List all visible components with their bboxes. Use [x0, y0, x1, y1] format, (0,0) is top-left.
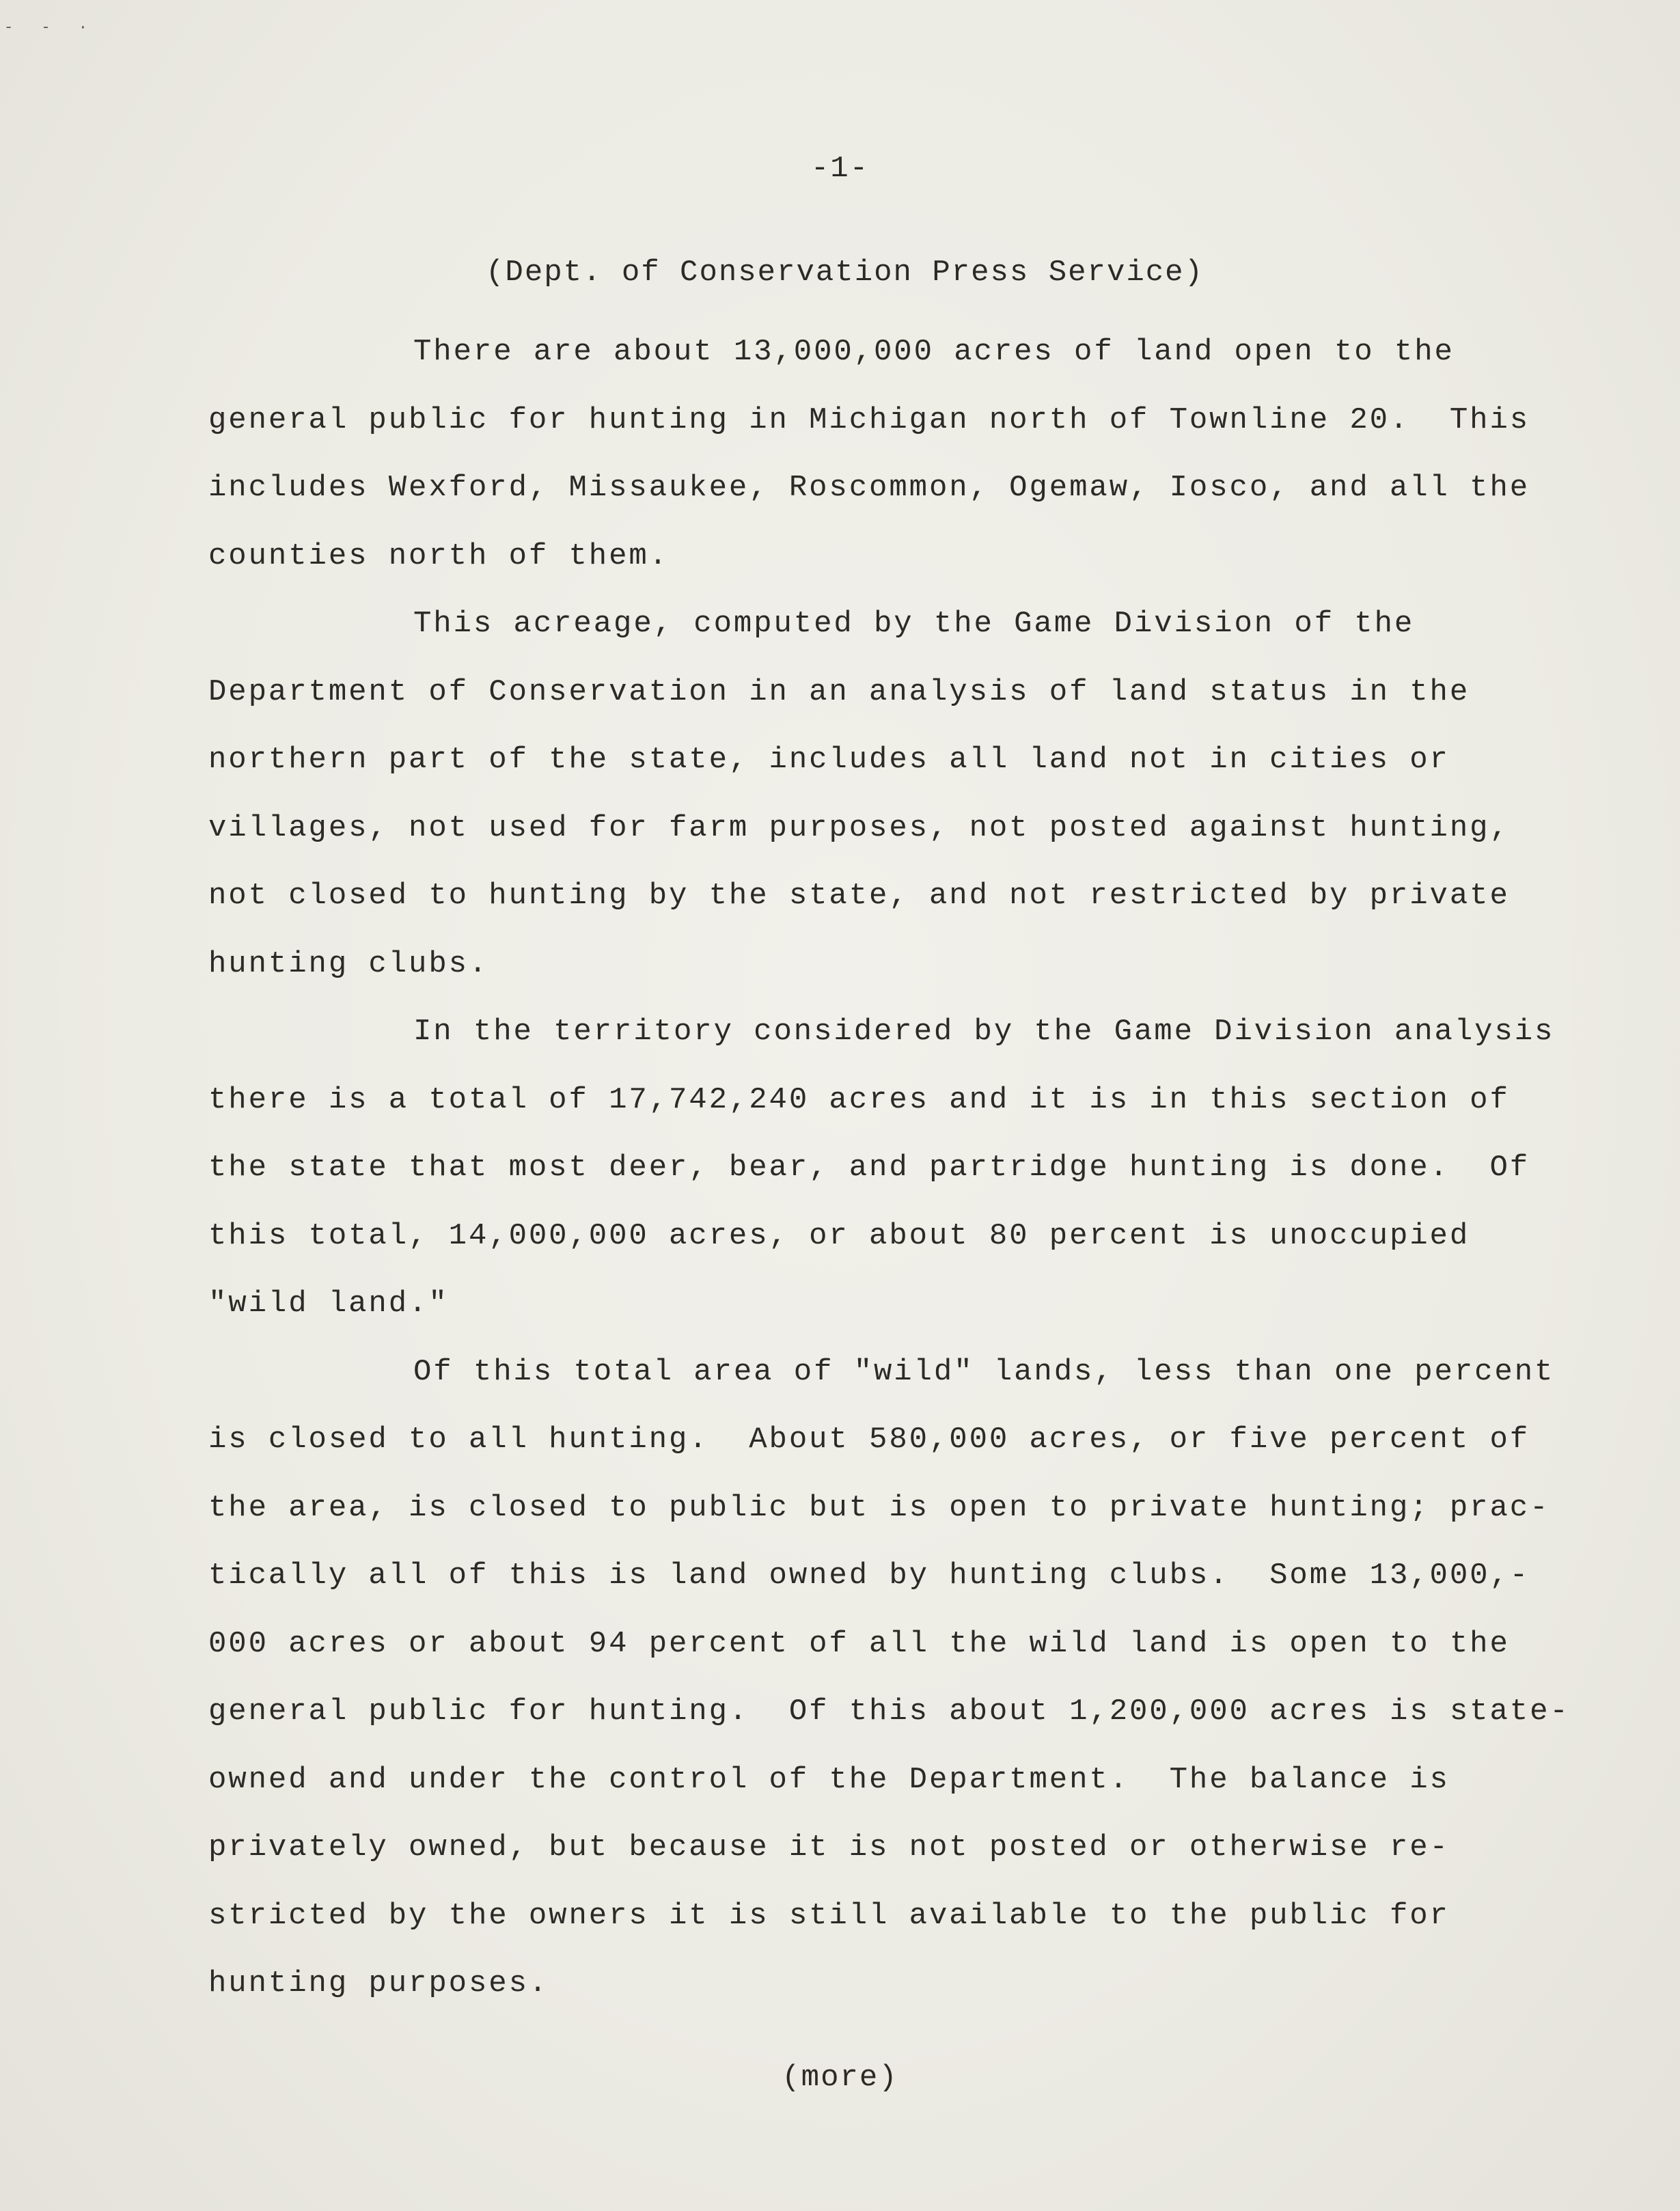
- text-line: villages, not used for farm purposes, not posted against hunting,: [208, 810, 1510, 845]
- edge-mark: - - ·: [4, 19, 98, 36]
- text-line: general public for hunting. Of this about 1,200,000 acres is state-: [208, 1694, 1570, 1729]
- text-line: 000 acres or about 94 percent of all the wild land is open to the: [208, 1626, 1510, 1661]
- text-line: stricted by the owners it is still available to the public for: [208, 1898, 1450, 1933]
- text-line: not closed to hunting by the state, and not restricted by private: [208, 879, 1510, 913]
- page-number: -1-: [810, 152, 870, 186]
- text-line: there is a total of 17,742,240 acres and it is in this section of: [208, 1082, 1510, 1117]
- text-line: "wild land.": [208, 1287, 449, 1321]
- text-line: This acreage, computed by the Game Division of the: [413, 607, 1415, 641]
- text-line: general public for hunting in Michigan north of Townline 20. This: [208, 402, 1530, 437]
- text-line: is closed to all hunting. About 580,000 acres, or five percent of: [208, 1423, 1530, 1457]
- dateline: (Dept. of Conservation Press Service): [486, 256, 1204, 290]
- text-line: Of this total area of "wild" lands, less than one percent: [413, 1354, 1555, 1389]
- text-line: hunting clubs.: [208, 946, 489, 981]
- text-line: this total, 14,000,000 acres, or about 80 percent is unoccupied: [208, 1218, 1470, 1253]
- text-line: tically all of this is land owned by hunting clubs. Some 13,000,-: [208, 1558, 1530, 1593]
- text-line: owned and under the control of the Department. The balance is: [208, 1762, 1450, 1797]
- body-text: [208, 318, 1616, 2018]
- text-line: includes Wexford, Missaukee, Roscommon, Ogemaw, Iosco, and all the: [208, 471, 1530, 505]
- text-line: Department of Conservation in an analysis of land status in the: [208, 674, 1470, 709]
- text-line: the area, is closed to public but is open to private hunting; prac-: [208, 1490, 1550, 1525]
- text-line: the state that most deer, bear, and partridge hunting is done. Of: [208, 1151, 1530, 1185]
- text-line: counties north of them.: [208, 538, 669, 573]
- text-line: privately owned, but because it is not posted or otherwise re-: [208, 1830, 1450, 1865]
- text-line: There are about 13,000,000 acres of land open to the: [413, 335, 1455, 369]
- continuation-marker: (more): [782, 2061, 898, 2095]
- text-line: In the territory considered by the Game Division analysis: [413, 1015, 1555, 1049]
- text-line: northern part of the state, includes all land not in cities or: [208, 743, 1450, 777]
- text-line: hunting purposes.: [208, 1966, 549, 2001]
